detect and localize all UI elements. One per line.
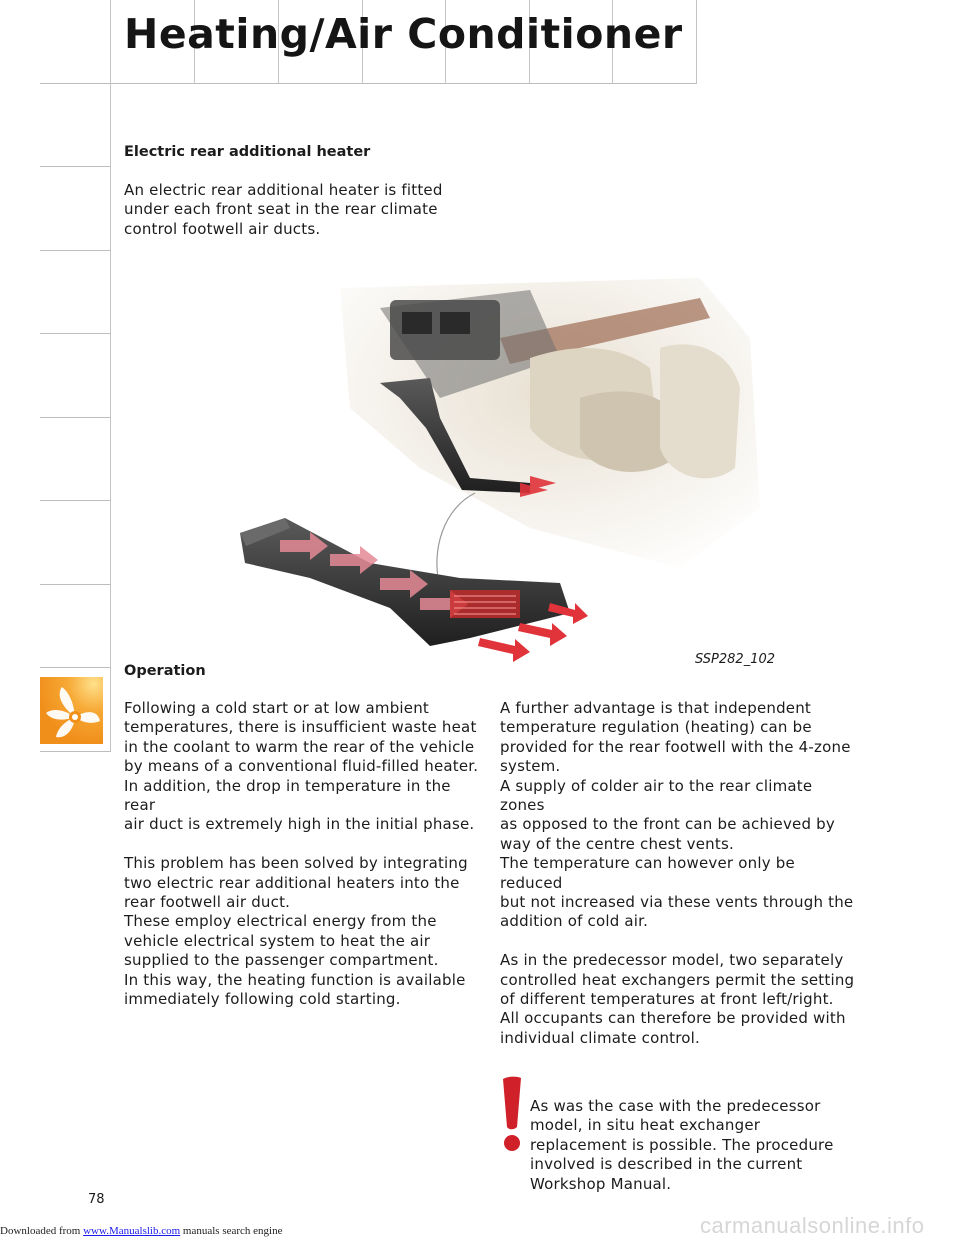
body-line: In this way, the heating function is available bbox=[124, 970, 466, 989]
note-line: model, in situ heat exchanger bbox=[530, 1116, 761, 1135]
body-line bbox=[500, 932, 860, 951]
body-line: A supply of colder air to the rear climate zones bbox=[500, 776, 813, 815]
body-line: of different temperatures at front left/right. bbox=[500, 990, 834, 1009]
body-line: by means of a conventional fluid-filled heater. bbox=[124, 757, 479, 776]
footer-suffix: manuals search engine bbox=[180, 1225, 283, 1237]
intro-line: control footwell air ducts. bbox=[124, 219, 321, 238]
body-line: As in the predecessor model, two separately bbox=[500, 951, 844, 970]
body-line: immediately following cold starting. bbox=[124, 990, 401, 1009]
body-line: supplied to the passenger compartment. bbox=[124, 951, 439, 970]
note-line: replacement is possible. The procedure bbox=[530, 1135, 834, 1154]
body-line: in the coolant to warm the rear of the vehicle bbox=[124, 737, 475, 756]
section-heading-operation: Operation bbox=[124, 663, 206, 679]
body-line: temperatures, there is insufficient waste heat bbox=[124, 718, 477, 737]
body-line bbox=[124, 835, 484, 854]
body-line: Following a cold start or at low ambient bbox=[124, 699, 430, 717]
note-line: involved is described in the current bbox=[530, 1155, 803, 1174]
body-line: temperature regulation (heating) can be bbox=[500, 718, 812, 737]
manualslib-link[interactable]: www.Manualslib.com bbox=[83, 1225, 181, 1237]
body-line: All occupants can therefore be provided with bbox=[500, 1009, 846, 1028]
exclamation-warning-icon bbox=[500, 1075, 524, 1155]
body-line: as opposed to the front can be achieved by bbox=[500, 815, 835, 834]
vehicle-duct-illustration bbox=[230, 278, 770, 670]
figure-caption: SSP282_102 bbox=[695, 652, 776, 667]
body-line: The temperature can however only be reduced bbox=[500, 854, 795, 892]
body-line: but not increased via these vents through the bbox=[500, 893, 854, 912]
body-line: system. bbox=[500, 757, 561, 776]
intro-paragraph bbox=[124, 181, 464, 239]
body-line: air duct is extremely high in the initial phase. bbox=[124, 815, 475, 834]
climate-fan-icon bbox=[40, 677, 103, 744]
body-line: addition of cold air. bbox=[500, 912, 649, 931]
body-line: rear footwell air duct. bbox=[124, 893, 291, 912]
body-line: These employ electrical energy from the bbox=[124, 912, 437, 931]
body-line: A further advantage is that independent bbox=[500, 699, 812, 717]
note-line: Workshop Manual. bbox=[530, 1174, 672, 1193]
body-line: vehicle electrical system to heat the air bbox=[124, 931, 431, 950]
intro-line: under each front seat in the rear climate bbox=[124, 200, 438, 219]
body-line: controlled heat exchangers permit the setting bbox=[500, 970, 855, 989]
note-line: As was the case with the predecessor bbox=[530, 1097, 821, 1115]
operation-left-column bbox=[124, 699, 484, 1009]
page-number: 78 bbox=[88, 1192, 105, 1207]
sidebar-tabs bbox=[0, 0, 112, 760]
note-paragraph bbox=[530, 1097, 850, 1194]
intro-line: An electric rear additional heater is fitted bbox=[124, 181, 443, 199]
operation-right-column bbox=[500, 699, 860, 1048]
footer-prefix: Downloaded from bbox=[0, 1225, 84, 1237]
watermark: carmanualsonline.info bbox=[700, 1213, 925, 1238]
body-line: way of the centre chest vents. bbox=[500, 834, 734, 853]
body-line: provided for the rear footwell with the 4-zone bbox=[500, 737, 851, 756]
body-line: In addition, the drop in temperature in the rear bbox=[124, 776, 451, 815]
page-title: Heating/Air Conditioner bbox=[124, 10, 683, 58]
body-line: This problem has been solved by integrating bbox=[124, 854, 468, 873]
body-line: two electric rear additional heaters into the bbox=[124, 873, 460, 892]
body-line: individual climate control. bbox=[500, 1028, 700, 1047]
download-footer bbox=[0, 1225, 282, 1237]
section-heading-electric-heater: Electric rear additional heater bbox=[124, 144, 371, 160]
